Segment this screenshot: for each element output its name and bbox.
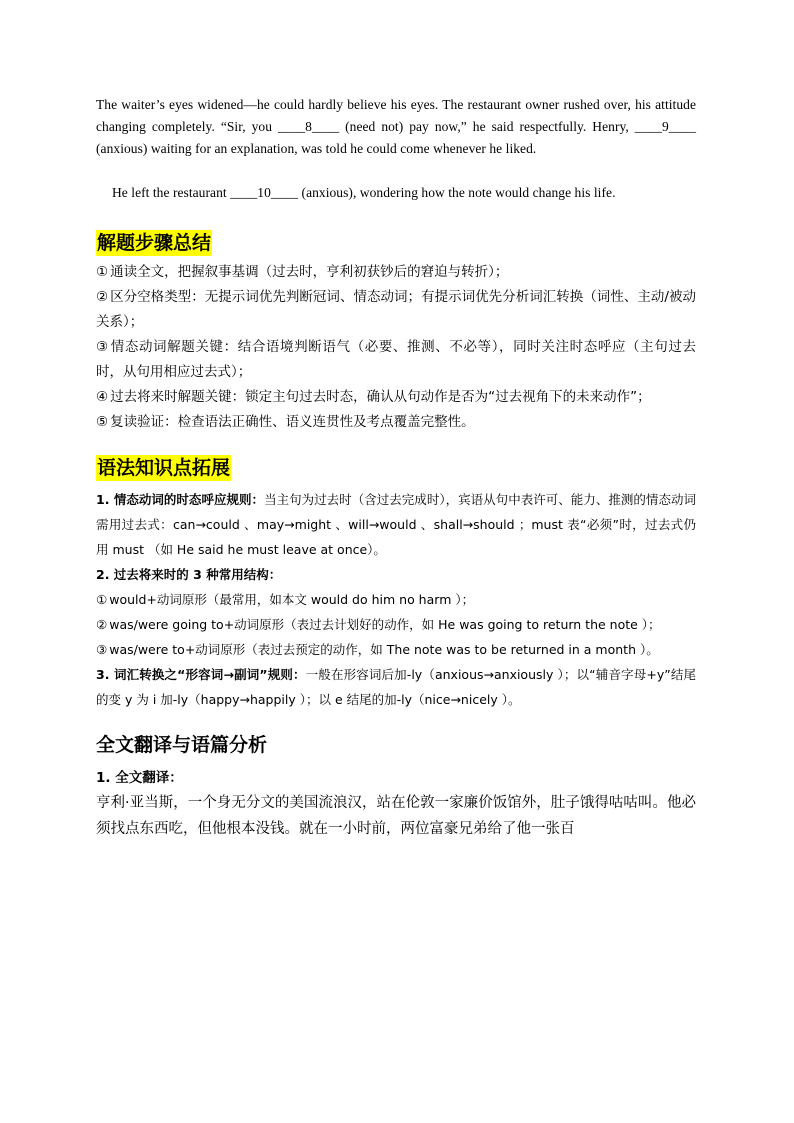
step-text: 通读全文，把握叙事基调（过去时，亨利初获钞后的窘迫与转折）； xyxy=(110,264,509,280)
step-item xyxy=(96,260,696,285)
step-number: ⑤ xyxy=(96,414,109,430)
translation-subheading: 1. 全文翻译： xyxy=(96,770,183,786)
steps-title: 解题步骤总结 xyxy=(97,232,212,254)
step-number: ③ xyxy=(96,339,109,355)
document-content xyxy=(96,94,696,842)
grammar-point-3-head: 3. 词汇转换之“形容词→副词”规则： xyxy=(96,667,306,682)
translation-body: 亨利·亚当斯，一个身无分文的美国流浪汉，站在伦敦一家廉价饭馆外，肚子饿得咕咕叫。他必须找点东西吃，但他根本没钱。就在一小时前，两位富豪兄弟给了他一张百 xyxy=(96,795,696,837)
grammar-point-1 xyxy=(96,487,696,562)
steps-list xyxy=(96,260,696,435)
grammar-point-1-body: 当主句为过去时（含过去完成时），宾语从句中表许可、能力、推测的情态动词需用过去式：can→could 、may→might 、will→would 、shall→should ；must 表“必须”时，过去式仍用 must （如 He said he must leave at once）。 xyxy=(96,492,696,557)
passage-paragraph-2: He left the restaurant ____10____ (anxious), wondering how the note would change his life. xyxy=(112,185,616,200)
grammar-section xyxy=(96,455,696,712)
grammar-point-3-body: 一般在形容词后加-ly（anxious→anxiously ）；以“辅音字母+y”结尾的变 y 为 i 加-ly（happy→happily ）；以 e 结尾的加-ly（nice→nicely ）。 xyxy=(96,667,697,707)
step-text: 情态动词解题关键：结合语境判断语气（必要、推测、不必等），同时关注时态呼应（主句过去时，从句用相应过去式）； xyxy=(96,339,696,380)
grammar-point-3 xyxy=(96,662,696,712)
step-item xyxy=(96,385,696,410)
step-item xyxy=(96,285,696,335)
steps-section xyxy=(96,230,696,435)
step-text: 过去将来时解题关键：锁定主句过去时态，确认从句动作是否为“过去视角下的未来动作”； xyxy=(110,389,651,405)
step-item xyxy=(96,410,696,435)
step-number: ② xyxy=(96,289,109,305)
translation-section xyxy=(96,732,696,842)
step-number: ④ xyxy=(96,389,109,405)
step-number: ① xyxy=(96,264,109,280)
grammar-point-2 xyxy=(96,562,696,662)
grammar-point-1-head: 1. 情态动词的时态呼应规则： xyxy=(96,492,265,507)
grammar-point-2-item: ③ was/were to+动词原形（表过去预定的动作，如 The note was to be returned in a month ）。 xyxy=(96,642,659,657)
grammar-title: 语法知识点拓展 xyxy=(97,457,231,479)
grammar-point-2-item: ① would+动词原形（最常用，如本文 would do him no harm ）； xyxy=(96,592,475,607)
step-item xyxy=(96,335,696,385)
translation-title: 全文翻译与语篇分析 xyxy=(96,734,268,756)
step-text: 区分空格类型：无提示词优先判断冠词、情态动词；有提示词优先分析词汇转换（词性、主动/被动关系）； xyxy=(96,289,696,330)
grammar-point-2-head: 2. 过去将来时的 3 种常用结构： xyxy=(96,567,282,582)
grammar-point-2-item: ② was/were going to+动词原形（表过去计划好的动作，如 He was going to return the note ）； xyxy=(96,617,661,632)
passage-paragraph-1: The waiter’s eyes widened—he could hardly believe his eyes. The restaurant owner rushed over, his attitude changing completely. “Sir, you ____8____ (need not) pay now,” he said respectfully. Henry, ____9____ (anxious) waiting for an explanation, was told he could come whenever he liked. xyxy=(96,97,696,156)
step-text: 复读验证：检查语法正确性、语义连贯性及考点覆盖完整性。 xyxy=(110,414,475,430)
